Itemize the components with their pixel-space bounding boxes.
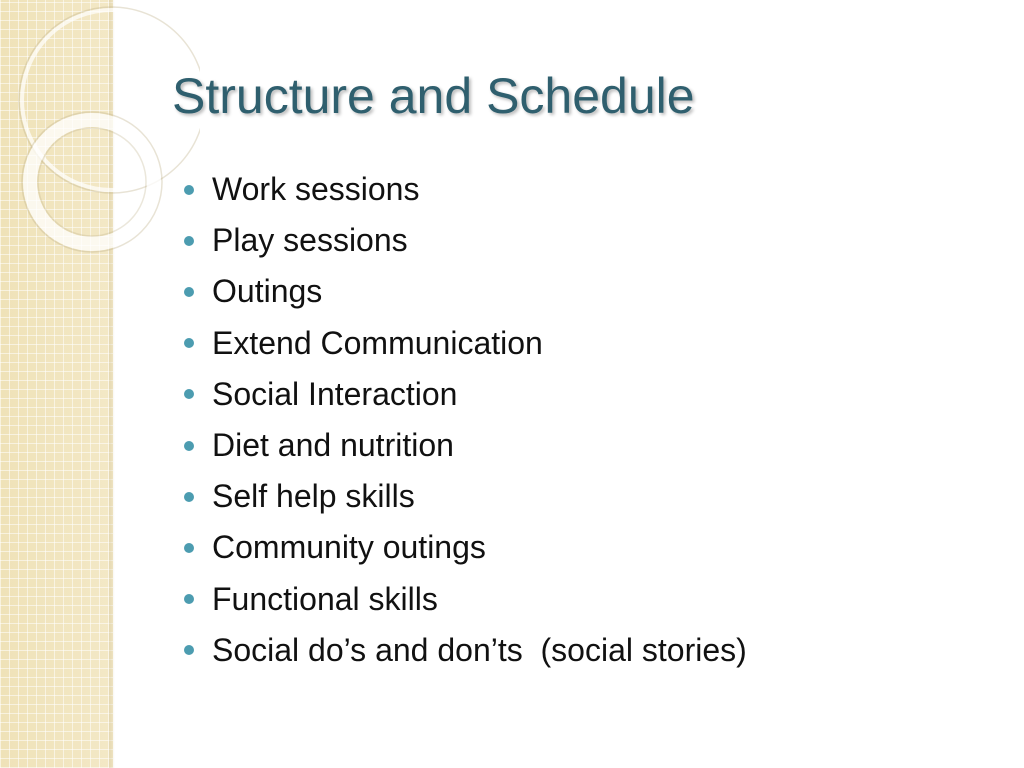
slide-title: Structure and Schedule <box>172 68 695 124</box>
list-item <box>184 420 747 471</box>
side-panel-edge <box>109 0 115 768</box>
list-item <box>184 318 747 369</box>
list-item <box>184 625 747 676</box>
bullet-text: Extend Communication <box>212 324 543 361</box>
bullet-text: Functional skills <box>212 580 438 617</box>
bullet-dot-icon <box>184 492 194 502</box>
bullet-dot-icon <box>184 441 194 451</box>
bullet-text: Work sessions <box>212 171 420 208</box>
bullet-dot-icon <box>184 287 194 297</box>
bullet-text: Outings <box>212 273 323 310</box>
bullet-dot-icon <box>184 236 194 246</box>
list-item <box>184 266 747 317</box>
bullet-text: Play sessions <box>212 222 408 259</box>
bullet-text: Self help skills <box>212 478 415 515</box>
list-item <box>184 522 747 573</box>
bullet-dot-icon <box>184 389 194 399</box>
bullet-dot-icon <box>184 543 194 553</box>
bullet-dot-icon <box>184 338 194 348</box>
bullet-text: Social do’s and don’ts (social stories) <box>212 631 747 668</box>
list-item <box>184 574 747 625</box>
list-item <box>184 369 747 420</box>
bullet-dot-icon <box>184 185 194 195</box>
decorative-side-panel <box>0 0 113 768</box>
bullet-text: Diet and nutrition <box>212 427 454 464</box>
list-item <box>184 215 747 266</box>
bullet-list <box>184 164 747 676</box>
bullet-text: Community outings <box>212 529 486 566</box>
list-item <box>184 471 747 522</box>
bullet-dot-icon <box>184 645 194 655</box>
bullet-text: Social Interaction <box>212 375 458 412</box>
list-item <box>184 164 747 215</box>
bullet-dot-icon <box>184 594 194 604</box>
